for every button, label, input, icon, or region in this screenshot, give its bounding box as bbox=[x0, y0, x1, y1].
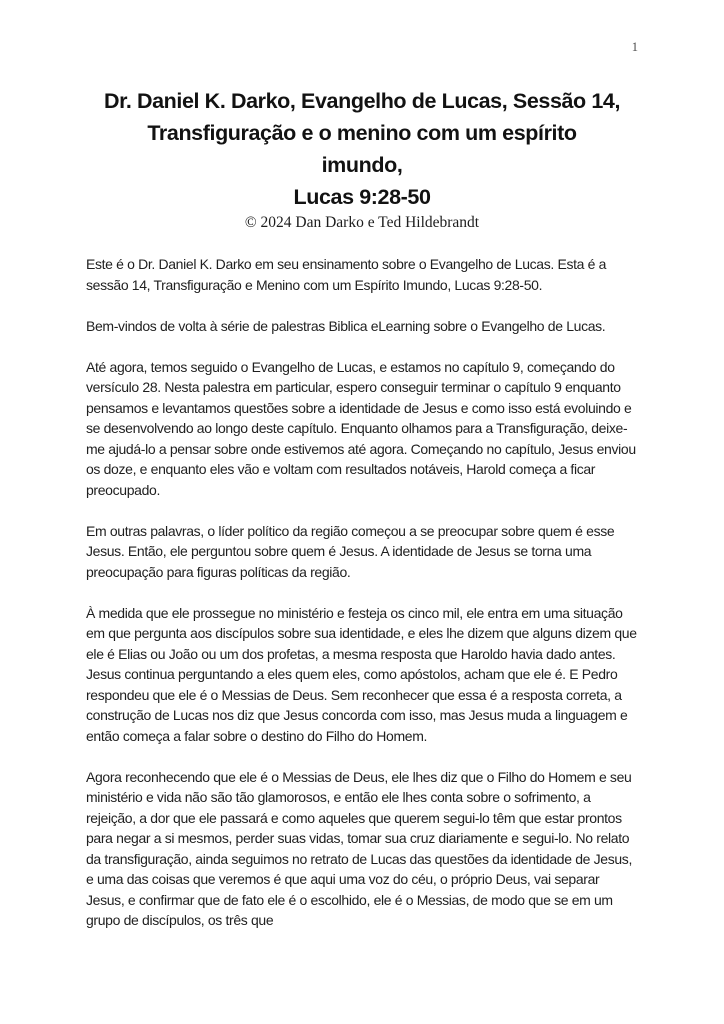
paragraph-political-leader: Em outras palavras, o líder político da região começou a se preocupar sobre quem é esse Jesus. Então, ele perguntou sobre quem é Jesus. A identidade de Jesus se torna uma preocupação para figuras políticas da região. bbox=[86, 522, 615, 580]
paragraph-intro: Este é o Dr. Daniel K. Darko em seu ensinamento sobre o Evangelho de Lucas. Esta é a sessão 14, Transfiguração e Menino com um Espírito Imundo, Lucas 9:28-50. bbox=[86, 256, 607, 293]
paragraph-identity-question: À medida que ele prossegue no ministério e festeja os cinco mil, ele entra em uma situação em que pergunta aos discípulos sobre sua identidade, e eles lhe dizem que alguns dizem que ele é Elias ou João ou um dos profetas, a mesma resposta que Haroldo havia dado antes. Jesus continua perguntando a eles quem eles, como apóstolos, acham que ele é. E Pedro respondeu que ele é o Messias de Deus. Sem reconhecer que essa é a resposta correta, a construção de Lucas nos diz que Jesus concorda com isso, mas Jesus muda a linguagem e então começa a falar sobre o destino do Filho do Homem. bbox=[86, 604, 637, 744]
document-title bbox=[0, 85, 724, 213]
title-line-4: Lucas 9:28-50 bbox=[293, 185, 431, 209]
title-line-2: Transfiguração e o menino com um espírito bbox=[147, 121, 577, 145]
title-line-1: Dr. Daniel K. Darko, Evangelho de Lucas, Sessão 14, bbox=[103, 89, 621, 113]
paragraph-son-of-man: Agora reconhecendo que ele é o Messias de Deus, ele lhes diz que o Filho do Homem e seu ministério e vida não são tão glamorosos, e então ele lhes conta sobre o sofrimento, a rejeição, a dor que ele passará e como aqueles que querem segui-lo têm que estar prontos para negar a si mesmos, perder suas vidas, tomar sua cruz diariamente e segui-lo. No relato da transfiguração, ainda seguimos no retrato de Lucas das questões da identidade de Jesus, e uma das coisas que veremos é que aqui uma voz do céu, o próprio Deus, vai separar Jesus, e confirmar que de fato ele é o escolhido, ele é o Messias, de modo que se em um grupo de discípulos, os três que bbox=[86, 768, 632, 928]
title-line-3: imundo, bbox=[321, 153, 403, 177]
paragraph-welcome: Bem-vindos de volta à série de palestras Biblica eLearning sobre o Evangelho de Lucas. bbox=[86, 317, 606, 334]
page-number: 1 bbox=[631, 40, 638, 54]
document-body bbox=[86, 254, 638, 931]
paragraph-recap: Até agora, temos seguido o Evangelho de Lucas, e estamos no capítulo 9, começando do versículo 28. Nesta palestra em particular, espero conseguir terminar o capítulo 9 enquanto pensamos e levantamos questões sobre a identidade de Jesus e como isso está evoluindo e se desenvolvendo ao longo deste capítulo. Enquanto olhamos para a Transfiguração, deixe-me ajudá-lo a pensar sobre onde estivemos até agora. Começando no capítulo, Jesus enviou os doze, e enquanto eles vão e voltam com resultados notáveis, Harold começa a ficar preocupado. bbox=[86, 358, 636, 498]
copyright-line: © 2024 Dan Darko e Ted Hildebrandt bbox=[244, 214, 480, 231]
document-header bbox=[0, 0, 724, 232]
